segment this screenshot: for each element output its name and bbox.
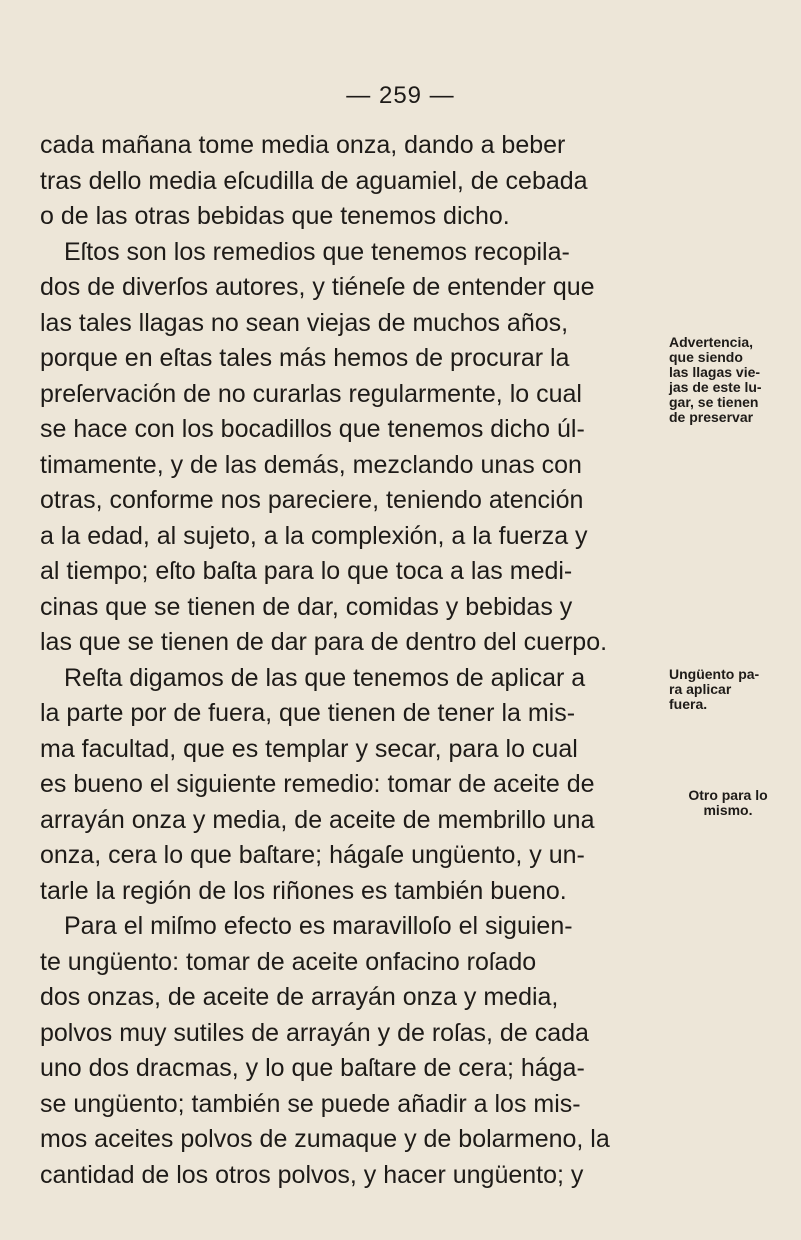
text-line: tras dello media eſcudilla de aguamiel, de cebada — [40, 166, 588, 195]
text-line: dos de diverſos autores, y tiéneſe de entender que — [40, 273, 595, 301]
margin-note-line: de preservar — [669, 409, 754, 425]
text-line: ma facultad, que es templar y secar, para lo cual — [40, 734, 578, 763]
margin-note-line: gar, se tienen — [669, 394, 759, 410]
text-line: onza, cera lo que baſtare; hágaſe ungüento, y un- — [40, 841, 585, 869]
margin-note-line: mismo. — [703, 802, 753, 818]
page-number: — 259 — — [346, 82, 455, 109]
text-line: es bueno el siguiente remedio: tomar de aceite de — [40, 770, 595, 798]
text-line: las que se tienen de dar para de dentro del cuerpo. — [40, 628, 608, 656]
text-line: la parte por de fuera, que tienen de tener la mis- — [40, 699, 576, 727]
paragraph-start-line: Eſtos son los remedios que tenemos recopila- — [64, 237, 570, 266]
text-line: preſervación de no curarlas regularmente, lo cual — [40, 379, 582, 408]
margin-note-line: fuera. — [669, 696, 708, 712]
margin-note-line: Otro para lo — [688, 787, 768, 803]
body-text — [40, 128, 645, 1193]
margin-note-line: que siendo — [669, 349, 743, 365]
text-line: a la edad, al sujeto, a la complexión, a la fuerza y — [40, 521, 588, 550]
text-line: arrayán onza y media, de aceite de membrillo una — [40, 805, 595, 834]
text-line: otras, conforme nos pareciere, teniendo atención — [40, 486, 584, 514]
text-line: mos aceites polvos de zumaque y de bolarmeno, la — [40, 1125, 610, 1153]
text-line: cada mañana tome media onza, dando a beber — [40, 131, 566, 159]
text-line: cinas que se tienen de dar, comidas y bebidas y — [40, 592, 573, 621]
text-line: polvos muy sutiles de arrayán y de roſas, de cada — [40, 1018, 589, 1047]
text-line: al tiempo; eſto baſta para lo que toca a las medi- — [40, 557, 573, 585]
text-line: cantidad de los otros polvos, y hacer ungüento; y — [40, 1160, 584, 1189]
margin-note-line: jas de este lu- — [669, 379, 762, 395]
margin-note-line: Advertencia, — [669, 334, 754, 350]
text-line: se ungüento; también se puede añadir a los mis- — [40, 1089, 581, 1118]
text-line: se hace con los bocadillos que tenemos dicho úl- — [40, 415, 585, 443]
text-line: timamente, y de las demás, mezclando unas con — [40, 450, 582, 479]
paragraph-start-line: Para el miſmo efecto es maravilloſo el siguien- — [64, 912, 573, 940]
text-line: porque en eſtas tales más hemos de procurar la — [40, 344, 570, 372]
text-line: o de las otras bebidas que tenemos dicho. — [40, 202, 510, 230]
text-line: las tales llagas no sean viejas de muchos años, — [40, 308, 569, 337]
margin-note-line: Ungüento pa- — [669, 666, 760, 682]
text-line: tarle la región de los riñones es también bueno. — [40, 876, 567, 905]
text-line: dos onzas, de aceite de arrayán onza y media, — [40, 983, 559, 1011]
margin-note-line: ra aplicar — [669, 681, 732, 697]
margin-note — [669, 335, 789, 425]
margin-note — [669, 788, 787, 818]
paragraph-start-line: Reſta digamos de las que tenemos de aplicar a — [64, 663, 586, 692]
margin-note — [669, 667, 789, 712]
text-line: te ungüento: tomar de aceite onfacino roſado — [40, 947, 537, 976]
margin-note-line: las llagas vie- — [669, 364, 761, 380]
text-line: uno dos dracmas, y lo que baſtare de cera; hága- — [40, 1054, 585, 1082]
